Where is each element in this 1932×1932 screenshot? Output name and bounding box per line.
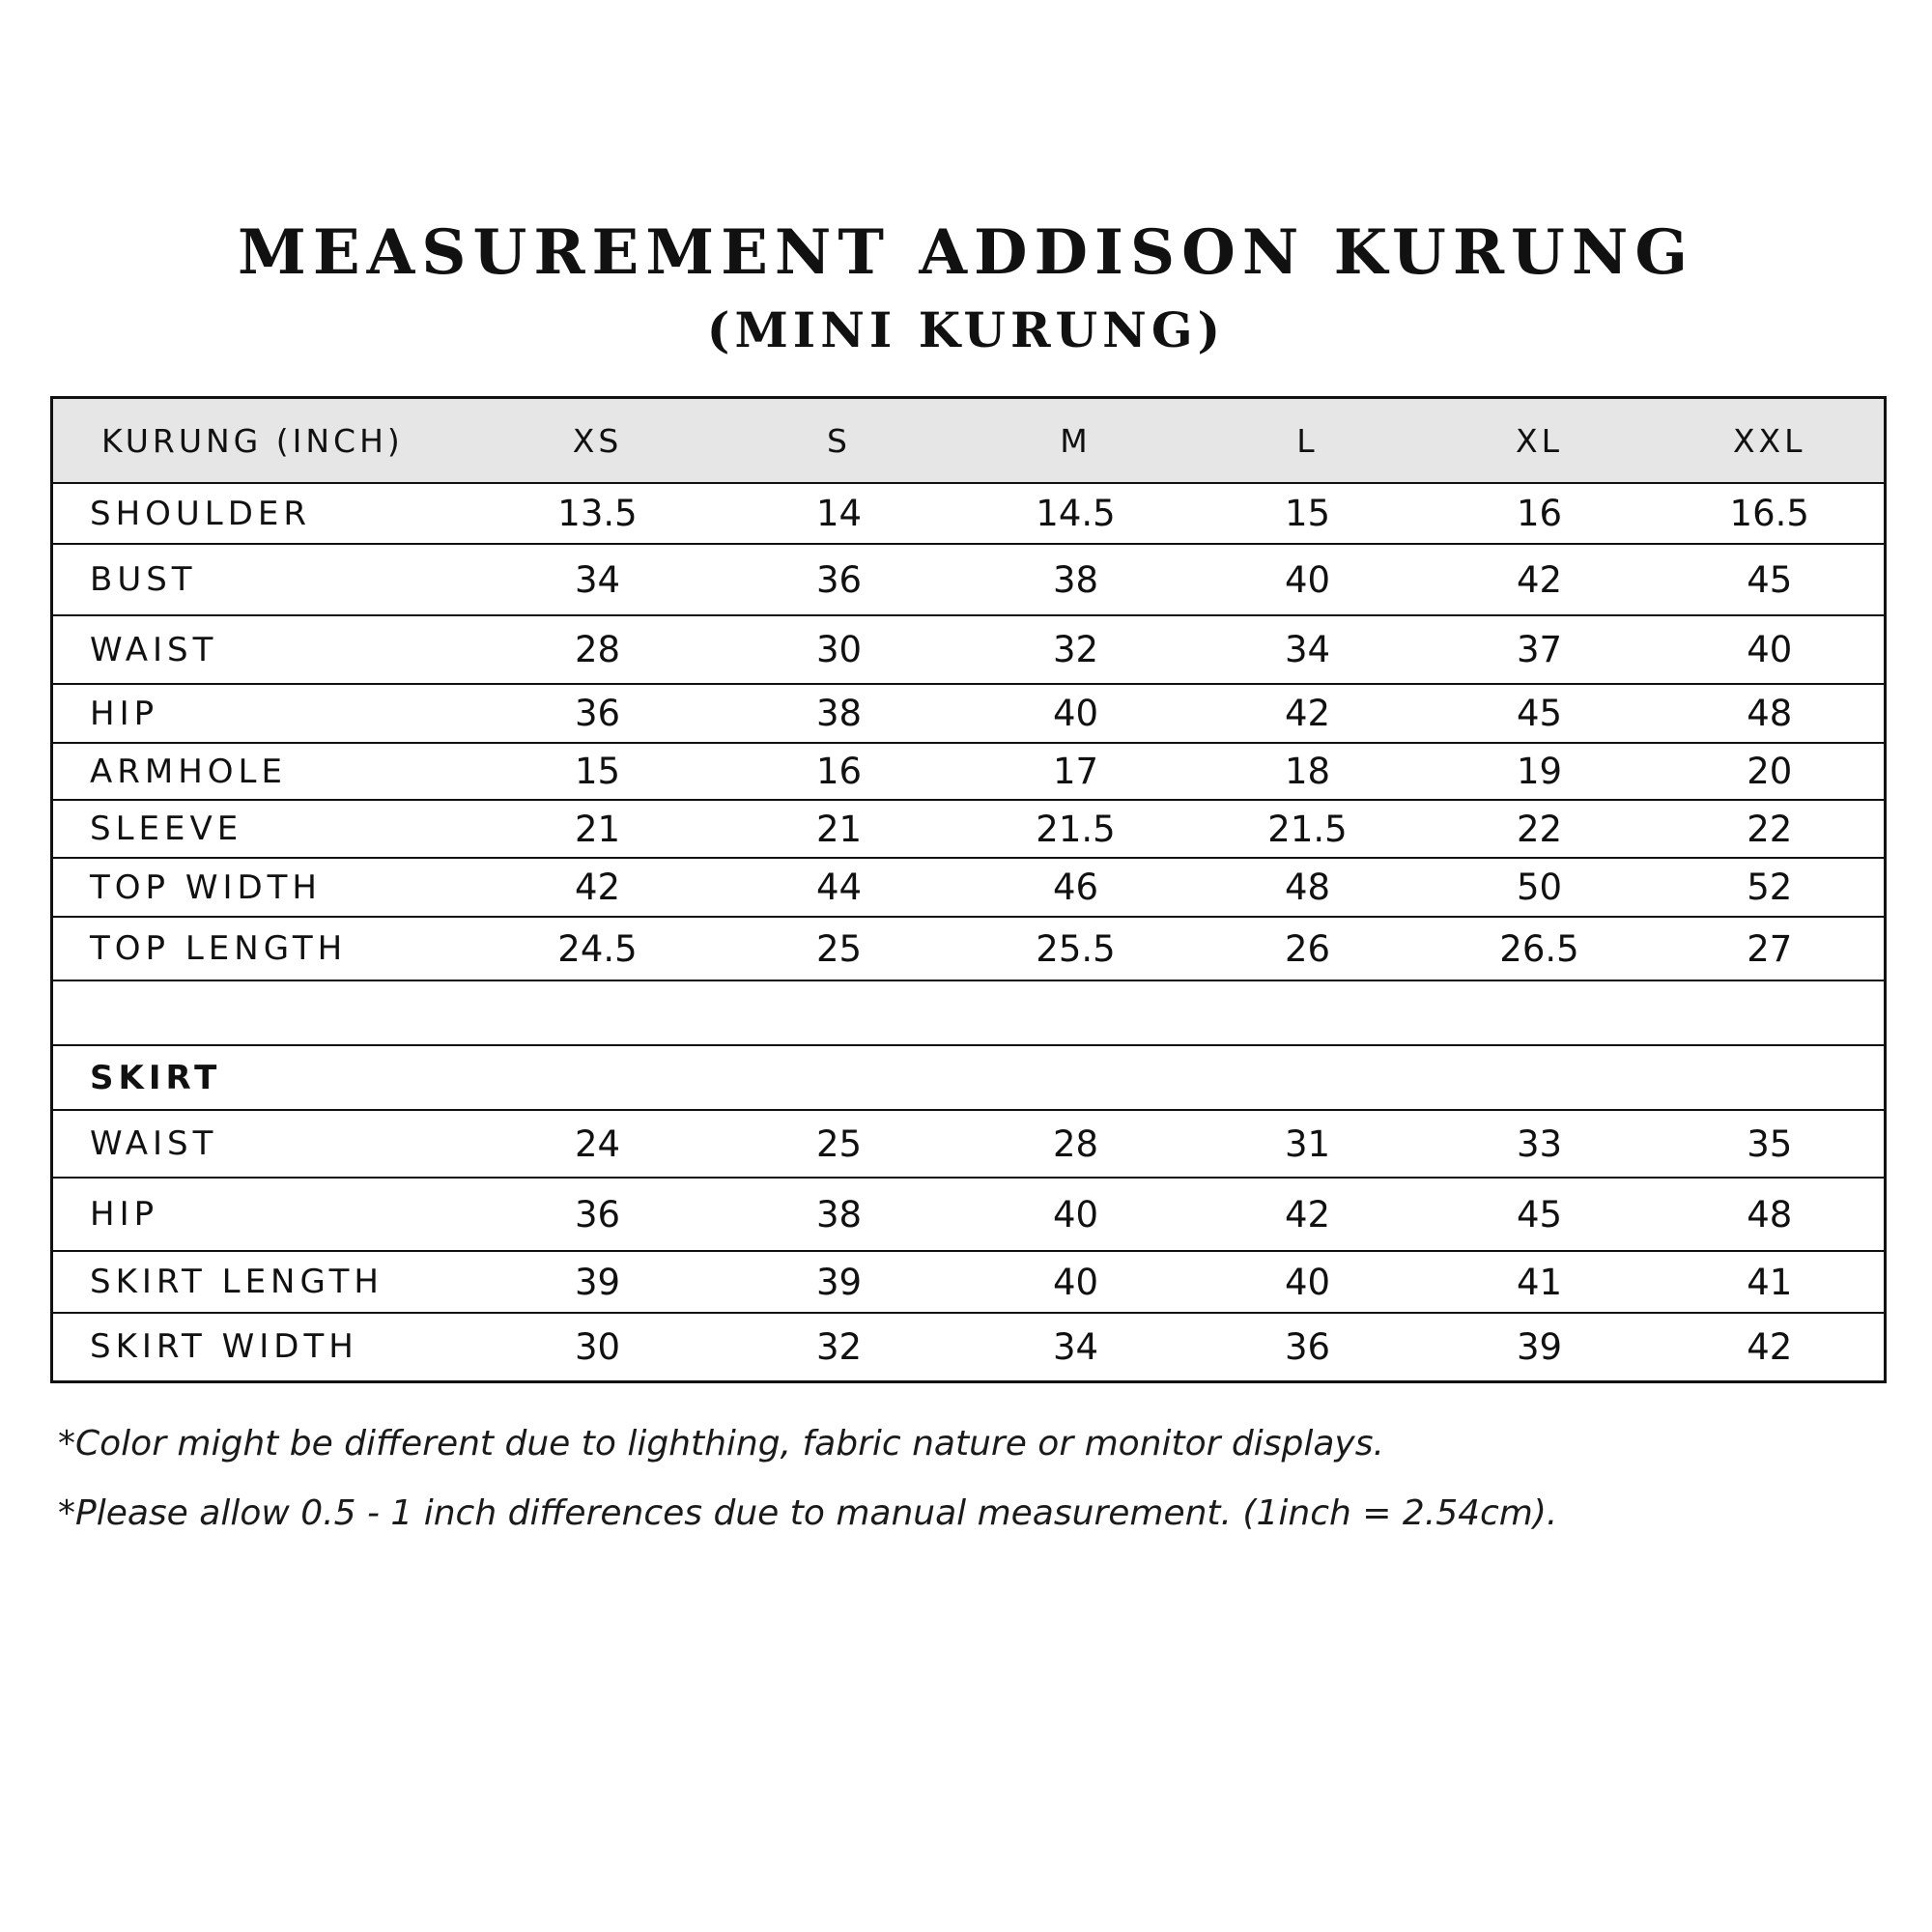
table-cell: 21.5 bbox=[960, 800, 1192, 858]
row-label: SLEEVE bbox=[52, 800, 477, 858]
table-cell: 18 bbox=[1192, 743, 1424, 800]
note-color-disclaimer: *Color might be different due to lighthing, fabric nature or monitor displays. bbox=[58, 1424, 1384, 1463]
table-cell: 14.5 bbox=[960, 483, 1192, 544]
table-cell: 40 bbox=[960, 1178, 1192, 1251]
table-cell: 25 bbox=[719, 1110, 960, 1178]
table-cell: 15 bbox=[477, 743, 719, 800]
table-cell: 26 bbox=[1192, 917, 1424, 980]
header-size-xs: XS bbox=[477, 398, 719, 484]
table-cell: 19 bbox=[1424, 743, 1656, 800]
table-cell: 28 bbox=[477, 615, 719, 684]
row-label: HIP bbox=[52, 1178, 477, 1251]
row-label: SKIRT LENGTH bbox=[52, 1251, 477, 1313]
table-cell: 30 bbox=[719, 615, 960, 684]
header-size-xxl: XXL bbox=[1656, 398, 1886, 484]
table-cell: 16 bbox=[719, 743, 960, 800]
table-cell: 34 bbox=[477, 544, 719, 615]
table-cell: 40 bbox=[960, 684, 1192, 743]
table-cell: 42 bbox=[1424, 544, 1656, 615]
table-header-row bbox=[52, 398, 1886, 484]
table-row-top-length bbox=[52, 917, 1886, 980]
notes-section bbox=[58, 1422, 1874, 1561]
spacer-cell bbox=[52, 980, 1886, 1045]
measurement-table bbox=[50, 396, 1887, 1383]
table-cell: 32 bbox=[719, 1313, 960, 1381]
page-title: MEASUREMENT ADDISON KURUNG bbox=[238, 216, 1694, 289]
table-section-skirt bbox=[52, 1045, 1886, 1110]
table-cell: 41 bbox=[1424, 1251, 1656, 1313]
table-cell: 48 bbox=[1656, 1178, 1886, 1251]
header-kurung-inch: KURUNG (INCH) bbox=[52, 398, 477, 484]
table-cell: 15 bbox=[1192, 483, 1424, 544]
table-cell: 40 bbox=[1656, 615, 1886, 684]
table-cell: 46 bbox=[960, 858, 1192, 917]
row-label: TOP WIDTH bbox=[52, 858, 477, 917]
table-cell: 21 bbox=[477, 800, 719, 858]
table-cell: 40 bbox=[1192, 544, 1424, 615]
table-row-hip bbox=[52, 684, 1886, 743]
row-label: WAIST bbox=[52, 615, 477, 684]
table-cell: 39 bbox=[477, 1251, 719, 1313]
table-cell: 33 bbox=[1424, 1110, 1656, 1178]
table-cell: 27 bbox=[1656, 917, 1886, 980]
table-row-armhole bbox=[52, 743, 1886, 800]
table-cell: 21 bbox=[719, 800, 960, 858]
table-cell: 20 bbox=[1656, 743, 1886, 800]
row-label: TOP LENGTH bbox=[52, 917, 477, 980]
table-cell: 32 bbox=[960, 615, 1192, 684]
table-row-skirt-length bbox=[52, 1251, 1886, 1313]
table-cell: 24 bbox=[477, 1110, 719, 1178]
row-label: SKIRT WIDTH bbox=[52, 1313, 477, 1381]
section-label-skirt: SKIRT bbox=[52, 1045, 1886, 1110]
table-cell: 38 bbox=[719, 1178, 960, 1251]
table-cell: 21.5 bbox=[1192, 800, 1424, 858]
table-cell: 38 bbox=[719, 684, 960, 743]
table-cell: 40 bbox=[1192, 1251, 1424, 1313]
header-size-xl: XL bbox=[1424, 398, 1656, 484]
table-row-waist bbox=[52, 615, 1886, 684]
table-cell: 40 bbox=[960, 1251, 1192, 1313]
table-row-skirt-width bbox=[52, 1313, 1886, 1381]
table-cell: 30 bbox=[477, 1313, 719, 1381]
table-row-skirt-waist bbox=[52, 1110, 1886, 1178]
header-size-l: L bbox=[1192, 398, 1424, 484]
table-cell: 34 bbox=[1192, 615, 1424, 684]
table-cell: 26.5 bbox=[1424, 917, 1656, 980]
table-cell: 35 bbox=[1656, 1110, 1886, 1178]
row-label: SHOULDER bbox=[52, 483, 477, 544]
table-row-top-width bbox=[52, 858, 1886, 917]
table-spacer-row bbox=[52, 980, 1886, 1045]
table-cell: 25 bbox=[719, 917, 960, 980]
table-cell: 39 bbox=[719, 1251, 960, 1313]
table-row-shoulder bbox=[52, 483, 1886, 544]
table-cell: 44 bbox=[719, 858, 960, 917]
header-size-s: S bbox=[719, 398, 960, 484]
table-cell: 41 bbox=[1656, 1251, 1886, 1313]
page-subtitle: (MINI KURUNG) bbox=[706, 301, 1226, 358]
row-label: HIP bbox=[52, 684, 477, 743]
table-cell: 31 bbox=[1192, 1110, 1424, 1178]
table-row-sleeve bbox=[52, 800, 1886, 858]
table-row-skirt-hip bbox=[52, 1178, 1886, 1251]
table-cell: 45 bbox=[1424, 1178, 1656, 1251]
table-cell: 48 bbox=[1656, 684, 1886, 743]
table-cell: 42 bbox=[1192, 684, 1424, 743]
table-cell: 38 bbox=[960, 544, 1192, 615]
table-cell: 42 bbox=[1656, 1313, 1886, 1381]
table-cell: 48 bbox=[1192, 858, 1424, 917]
table-cell: 39 bbox=[1424, 1313, 1656, 1381]
table-cell: 37 bbox=[1424, 615, 1656, 684]
table-cell: 25.5 bbox=[960, 917, 1192, 980]
row-label: WAIST bbox=[52, 1110, 477, 1178]
table-cell: 36 bbox=[719, 544, 960, 615]
table-cell: 36 bbox=[477, 1178, 719, 1251]
table-cell: 16 bbox=[1424, 483, 1656, 544]
table-cell: 36 bbox=[477, 684, 719, 743]
table-cell: 50 bbox=[1424, 858, 1656, 917]
table-cell: 45 bbox=[1656, 544, 1886, 615]
table-cell: 24.5 bbox=[477, 917, 719, 980]
table-cell: 16.5 bbox=[1656, 483, 1886, 544]
row-label: BUST bbox=[52, 544, 477, 615]
table-cell: 52 bbox=[1656, 858, 1886, 917]
table-row-bust bbox=[52, 544, 1886, 615]
table-cell: 17 bbox=[960, 743, 1192, 800]
table-cell: 34 bbox=[960, 1313, 1192, 1381]
table-cell: 42 bbox=[1192, 1178, 1424, 1251]
table-cell: 45 bbox=[1424, 684, 1656, 743]
note-measurement-disclaimer: *Please allow 0.5 - 1 inch differences due to manual measurement. (1inch = 2.54cm). bbox=[58, 1493, 1558, 1533]
table-cell: 22 bbox=[1424, 800, 1656, 858]
table-cell: 22 bbox=[1656, 800, 1886, 858]
row-label: ARMHOLE bbox=[52, 743, 477, 800]
table-cell: 42 bbox=[477, 858, 719, 917]
table-cell: 13.5 bbox=[477, 483, 719, 544]
table-cell: 28 bbox=[960, 1110, 1192, 1178]
table-cell: 36 bbox=[1192, 1313, 1424, 1381]
header-size-m: M bbox=[960, 398, 1192, 484]
table-cell: 14 bbox=[719, 483, 960, 544]
